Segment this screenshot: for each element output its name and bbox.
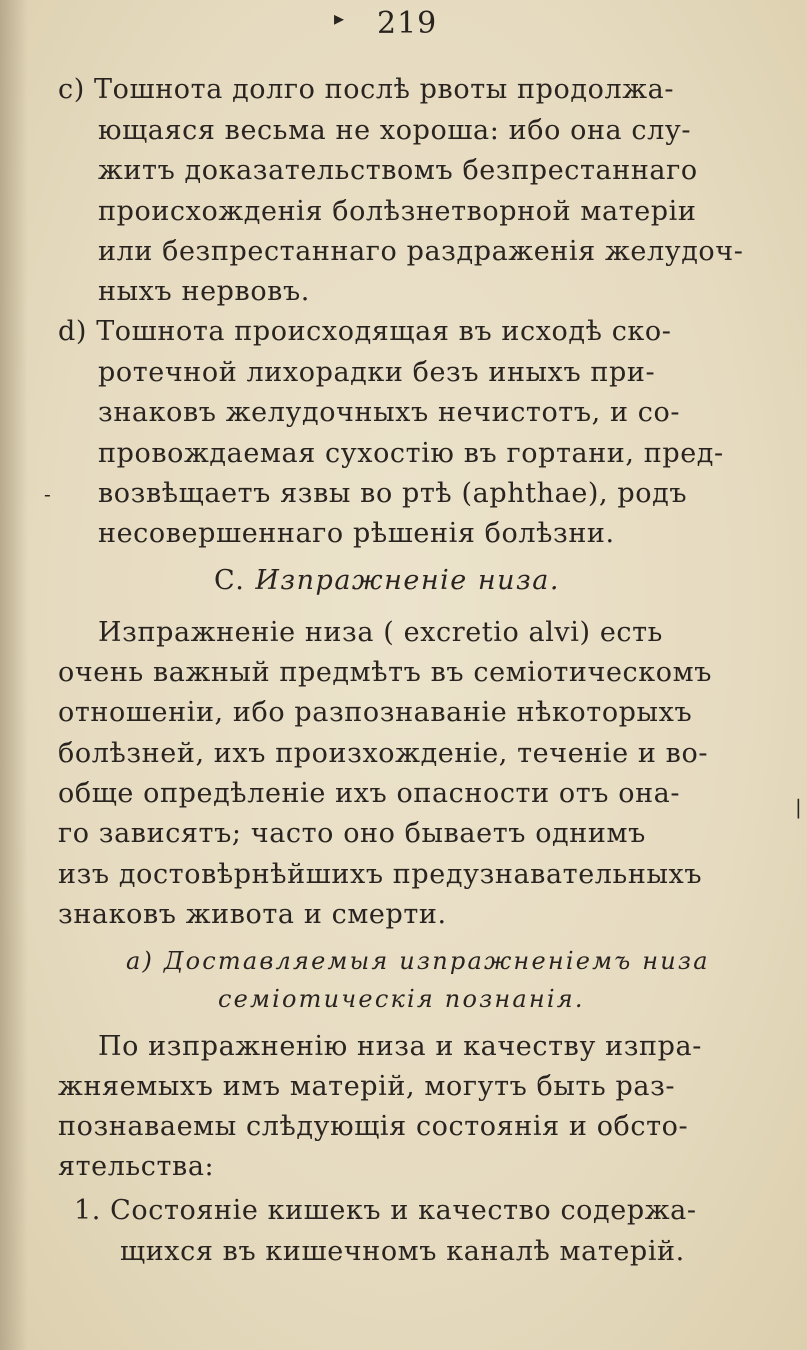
margin-dash: - <box>44 482 51 506</box>
section-c-line-6: ныхъ нервовъ. <box>98 276 310 307</box>
section-heading-title: Изпражненіе низа. <box>255 565 560 596</box>
section-heading-letter: C. <box>214 565 246 596</box>
section-c-line-5: или безпрестаннаго раздраженія желудоч- <box>98 236 744 267</box>
ink-speck: ▸ <box>334 6 345 30</box>
paragraph-line-2: очень важный предмѣтъ въ семіотическомъ <box>58 657 712 688</box>
section-d-line-1: d) Тошнота происходящая въ исходѣ ско- <box>58 316 672 347</box>
item-1-line-2: щихся въ кишечномъ каналѣ матерій. <box>120 1236 685 1267</box>
page-number: 219 <box>377 6 438 41</box>
paragraph-line-4: болѣзней, ихъ произхожденіе, теченіе и во- <box>58 738 709 769</box>
section-c-line-1: c) Тошнота долго послѣ рвоты продолжа- <box>58 74 675 105</box>
paragraph-line-3: отношеніи, ибо разпознаваніе нѣкоторыхъ <box>58 697 693 728</box>
paragraph-line-7: изъ достовѣрнѣйшихъ предузнавательныхъ <box>58 859 703 890</box>
section-c-line-4: происхожденія болѣзнетворной матеріи <box>98 196 697 227</box>
section-d-line-6: несовершеннаго рѣшенія болѣзни. <box>98 518 615 549</box>
section-heading <box>214 565 560 596</box>
section-d-line-2: ротечной лихорадки безъ иныхъ при- <box>98 357 656 388</box>
section-c-line-2: ющаяся весьма не хороша: ибо она слу- <box>98 115 692 146</box>
item-1-line-1: 1. Состояніе кишекъ и качество содержа- <box>74 1195 697 1226</box>
subheading-line-2: семіотическія познанія. <box>218 985 585 1013</box>
paragraph-line-6: го зависятъ; часто оно бываетъ однимъ <box>58 818 646 849</box>
page-gutter-shadow <box>0 0 28 1350</box>
subheading-line-1: a) Доставляемыя изпражненіемъ низа <box>126 947 710 975</box>
section-d-line-3: знаковъ желудочныхъ нечистотъ, и со- <box>98 397 681 428</box>
paragraph-line-8: знаковъ живота и смерти. <box>58 899 447 930</box>
paragraph2-line-3: познаваемы слѣдующія состоянія и обсто- <box>58 1111 689 1142</box>
section-d-line-4: провождаемая сухостію въ гортани, пред- <box>98 438 724 469</box>
paragraph2-line-2: жняемыхъ имъ матерій, могутъ быть раз- <box>58 1071 676 1102</box>
paragraph2-line-1: По изпражненію низа и качеству изпра- <box>98 1031 702 1062</box>
paragraph-line-1: Изпражненіе низа ( excretio alvi) есть <box>98 617 663 648</box>
paragraph2-line-4: ятельства: <box>58 1151 215 1182</box>
section-d-line-5: возвѣщаетъ язвы во ртѣ (aphthae), родъ <box>98 478 688 509</box>
margin-tick: | <box>795 795 802 819</box>
paragraph-line-5: обще опредѣленіе ихъ опасности отъ она- <box>58 778 681 809</box>
section-c-line-3: житъ доказательствомъ безпрестаннаго <box>98 155 698 186</box>
